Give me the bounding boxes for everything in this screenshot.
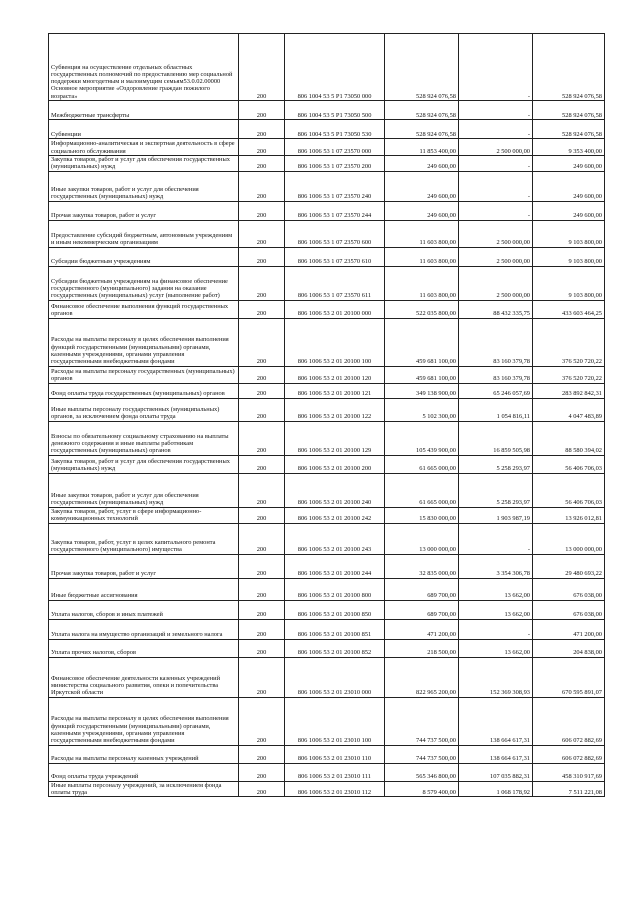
row-executed-cell: 13 662,00 [459, 578, 533, 600]
row-kbk-cell: 806 1006 53 2 01 20100 100 [285, 318, 385, 366]
table-row [49, 247, 605, 266]
row-approved-cell: 8 579 400,00 [385, 781, 459, 797]
row-name-cell: Уплата прочих налогов, сборов [49, 639, 239, 657]
row-name-cell: Расходы на выплаты персоналу в целях обеспечения выполнения функций государственными (муниципальными) органами, казенными учреждениями, органами управления государственными внебюджетными фондами [49, 697, 239, 745]
row-approved-cell: 5 102 300,00 [385, 398, 459, 421]
row-kbk-cell: 806 1006 53 2 01 23010 000 [285, 657, 385, 697]
table-row [49, 578, 605, 600]
row-kbk-cell: 806 1006 53 2 01 23010 111 [285, 763, 385, 781]
table-row [49, 220, 605, 247]
table-row [49, 554, 605, 578]
row-executed-cell: - [459, 619, 533, 639]
row-code-cell: 200 [239, 600, 285, 619]
row-name-cell: Информационно-аналитическая и экспертная деятельность в сфере социального обслуживания [49, 139, 239, 156]
row-name-cell: Уплата налогов, сборов и иных платежей [49, 600, 239, 619]
row-remaining-cell: 471 200,00 [533, 619, 605, 639]
row-kbk-cell: 806 1006 53 2 01 23010 112 [285, 781, 385, 797]
row-code-cell: 200 [239, 300, 285, 318]
row-name-cell: Закупка товаров, работ, услуг в сфере информационно-коммуникационных технологий [49, 507, 239, 523]
row-remaining-cell: 88 580 394,02 [533, 421, 605, 455]
row-code-cell: 200 [239, 247, 285, 266]
row-remaining-cell: 249 600,00 [533, 201, 605, 220]
row-kbk-cell: 806 1006 53 2 01 20100 851 [285, 619, 385, 639]
row-remaining-cell: 56 406 706,03 [533, 455, 605, 473]
table-row [49, 473, 605, 507]
row-code-cell: 200 [239, 139, 285, 156]
row-name-cell: Фонд оплаты труда учреждений [49, 763, 239, 781]
row-remaining-cell: 528 924 076,58 [533, 34, 605, 101]
row-kbk-cell: 806 1006 53 2 01 20100 240 [285, 473, 385, 507]
row-executed-cell: 5 258 293,97 [459, 455, 533, 473]
row-name-cell: Субсидии бюджетным учреждениям на финансовое обеспечение государственного (муниципального) задания на оказание государственных (муниципальных) услуг (выполнение работ) [49, 266, 239, 300]
row-name-cell: Иные выплаты персоналу учреждений, за исключением фонда оплаты труда [49, 781, 239, 797]
row-executed-cell: 1 068 178,92 [459, 781, 533, 797]
row-name-cell: Иные закупки товаров, работ и услуг для обеспечения государственных (муниципальных) нужд [49, 171, 239, 201]
row-executed-cell: - [459, 201, 533, 220]
row-remaining-cell: 204 838,00 [533, 639, 605, 657]
row-approved-cell: 13 000 000,00 [385, 523, 459, 554]
table-row [49, 697, 605, 745]
row-remaining-cell: 7 511 221,08 [533, 781, 605, 797]
row-remaining-cell: 249 600,00 [533, 171, 605, 201]
row-executed-cell: 152 369 308,93 [459, 657, 533, 697]
row-code-cell: 200 [239, 745, 285, 763]
row-name-cell: Иные бюджетные ассигнования [49, 578, 239, 600]
row-remaining-cell: 376 520 720,22 [533, 366, 605, 383]
row-code-cell: 200 [239, 781, 285, 797]
row-executed-cell: 16 859 505,98 [459, 421, 533, 455]
row-name-cell: Межбюджетные трансферты [49, 101, 239, 120]
row-name-cell: Субвенции [49, 120, 239, 139]
row-name-cell: Закупка товаров, работ и услуг для обеспечения государственных (муниципальных) нужд [49, 156, 239, 172]
row-executed-cell: 1 054 816,11 [459, 398, 533, 421]
row-remaining-cell: 376 520 720,22 [533, 318, 605, 366]
row-name-cell: Фонд оплаты труда государственных (муниципальных) органов [49, 383, 239, 398]
table-row [49, 745, 605, 763]
row-approved-cell: 471 200,00 [385, 619, 459, 639]
row-kbk-cell: 806 1004 53 5 P1 73050 000 [285, 34, 385, 101]
table-row [49, 201, 605, 220]
row-name-cell: Иные закупки товаров, работ и услуг для обеспечения государственных (муниципальных) нужд [49, 473, 239, 507]
row-remaining-cell: 606 072 882,69 [533, 745, 605, 763]
row-remaining-cell: 13 926 012,81 [533, 507, 605, 523]
row-approved-cell: 15 830 000,00 [385, 507, 459, 523]
table-row [49, 318, 605, 366]
row-remaining-cell: 433 603 464,25 [533, 300, 605, 318]
row-remaining-cell: 4 047 483,89 [533, 398, 605, 421]
table-row [49, 657, 605, 697]
row-approved-cell: 528 924 076,58 [385, 34, 459, 101]
row-executed-cell: - [459, 34, 533, 101]
table-row [49, 300, 605, 318]
table-row [49, 763, 605, 781]
row-code-cell: 200 [239, 657, 285, 697]
row-remaining-cell: 528 924 076,58 [533, 101, 605, 120]
row-executed-cell: 2 500 000,00 [459, 266, 533, 300]
row-name-cell: Финансовое обеспечение выполнения функций государственных органов [49, 300, 239, 318]
table-row [49, 171, 605, 201]
row-executed-cell: 138 664 617,31 [459, 697, 533, 745]
table-row [49, 421, 605, 455]
row-executed-cell: 13 662,00 [459, 639, 533, 657]
row-code-cell: 200 [239, 366, 285, 383]
row-name-cell: Прочая закупка товаров, работ и услуг [49, 201, 239, 220]
row-name-cell: Расходы на выплаты персоналу в целях обеспечения выполнения функций государственными (муниципальными) органами, казенными учреждениями, органами управления государственными внебюджетными фондами [49, 318, 239, 366]
row-approved-cell: 528 924 076,58 [385, 101, 459, 120]
row-code-cell: 200 [239, 523, 285, 554]
row-code-cell: 200 [239, 171, 285, 201]
row-remaining-cell: 9 103 800,00 [533, 220, 605, 247]
row-name-cell: Расходы на выплаты персоналу государственных (муниципальных) органов [49, 366, 239, 383]
row-approved-cell: 528 924 076,58 [385, 120, 459, 139]
row-approved-cell: 744 737 500,00 [385, 745, 459, 763]
table-row [49, 507, 605, 523]
row-approved-cell: 689 700,00 [385, 578, 459, 600]
row-code-cell: 200 [239, 120, 285, 139]
row-kbk-cell: 806 1006 53 1 07 23570 200 [285, 156, 385, 172]
row-approved-cell: 105 439 900,00 [385, 421, 459, 455]
row-name-cell: Уплата налога на имущество организаций и земельного налога [49, 619, 239, 639]
row-remaining-cell: 9 103 800,00 [533, 266, 605, 300]
row-kbk-cell: 806 1006 53 2 01 20100 850 [285, 600, 385, 619]
row-code-cell: 200 [239, 266, 285, 300]
row-kbk-cell: 806 1006 53 2 01 20100 000 [285, 300, 385, 318]
row-remaining-cell: 29 480 693,22 [533, 554, 605, 578]
row-kbk-cell: 806 1006 53 1 07 23570 610 [285, 247, 385, 266]
row-name-cell: Субсидии бюджетным учреждениям [49, 247, 239, 266]
row-code-cell: 200 [239, 383, 285, 398]
row-executed-cell: - [459, 523, 533, 554]
row-name-cell: Закупка товаров, работ, услуг в целях капитального ремонта государственного (муниципального) имущества [49, 523, 239, 554]
row-executed-cell: 2 500 000,00 [459, 139, 533, 156]
row-executed-cell: 83 160 379,78 [459, 366, 533, 383]
row-remaining-cell: 9 103 800,00 [533, 247, 605, 266]
row-approved-cell: 11 603 800,00 [385, 220, 459, 247]
row-approved-cell: 11 603 800,00 [385, 247, 459, 266]
row-remaining-cell: 606 072 882,69 [533, 697, 605, 745]
row-kbk-cell: 806 1006 53 2 01 20100 129 [285, 421, 385, 455]
table-row [49, 101, 605, 120]
row-code-cell: 200 [239, 101, 285, 120]
row-name-cell: Прочая закупка товаров, работ и услуг [49, 554, 239, 578]
row-executed-cell: - [459, 156, 533, 172]
row-name-cell: Предоставление субсидий бюджетным, автономным учреждениям и иным некоммерческим организациям [49, 220, 239, 247]
row-code-cell: 200 [239, 619, 285, 639]
row-kbk-cell: 806 1006 53 1 07 23570 600 [285, 220, 385, 247]
row-code-cell: 200 [239, 554, 285, 578]
table-row [49, 600, 605, 619]
row-executed-cell: - [459, 101, 533, 120]
row-kbk-cell: 806 1006 53 2 01 20100 800 [285, 578, 385, 600]
row-remaining-cell: 56 406 706,03 [533, 473, 605, 507]
table-row [49, 139, 605, 156]
table-row [49, 781, 605, 797]
row-remaining-cell: 676 038,00 [533, 578, 605, 600]
row-code-cell: 200 [239, 318, 285, 366]
row-remaining-cell: 458 310 917,69 [533, 763, 605, 781]
row-kbk-cell: 806 1006 53 1 07 23570 244 [285, 201, 385, 220]
row-remaining-cell: 249 600,00 [533, 156, 605, 172]
row-executed-cell: 3 354 306,78 [459, 554, 533, 578]
row-code-cell: 200 [239, 763, 285, 781]
row-code-cell: 200 [239, 473, 285, 507]
row-kbk-cell: 806 1006 53 2 01 20100 120 [285, 366, 385, 383]
row-name-cell: Иные выплаты персоналу государственных (муниципальных) органов, за исключением фонда оплаты труда [49, 398, 239, 421]
table-row [49, 34, 605, 101]
row-code-cell: 200 [239, 578, 285, 600]
row-code-cell: 200 [239, 156, 285, 172]
row-code-cell: 200 [239, 220, 285, 247]
table-row [49, 619, 605, 639]
row-approved-cell: 744 737 500,00 [385, 697, 459, 745]
row-approved-cell: 689 700,00 [385, 600, 459, 619]
table-row [49, 366, 605, 383]
row-kbk-cell: 806 1006 53 2 01 20100 242 [285, 507, 385, 523]
row-kbk-cell: 806 1006 53 2 01 23010 110 [285, 745, 385, 763]
row-approved-cell: 822 965 200,00 [385, 657, 459, 697]
row-approved-cell: 249 600,00 [385, 156, 459, 172]
row-kbk-cell: 806 1006 53 1 07 23570 000 [285, 139, 385, 156]
row-kbk-cell: 806 1006 53 2 01 23010 100 [285, 697, 385, 745]
row-approved-cell: 61 665 000,00 [385, 473, 459, 507]
table-row [49, 156, 605, 172]
row-code-cell: 200 [239, 34, 285, 101]
row-executed-cell: 83 160 379,78 [459, 318, 533, 366]
row-approved-cell: 249 600,00 [385, 201, 459, 220]
row-kbk-cell: 806 1006 53 1 07 23570 240 [285, 171, 385, 201]
row-executed-cell: 2 500 000,00 [459, 220, 533, 247]
row-executed-cell: 138 664 617,31 [459, 745, 533, 763]
row-code-cell: 200 [239, 421, 285, 455]
row-executed-cell: 107 035 882,31 [459, 763, 533, 781]
row-approved-cell: 11 853 400,00 [385, 139, 459, 156]
row-name-cell: Расходы на выплаты персоналу казенных учреждений [49, 745, 239, 763]
row-approved-cell: 565 346 800,00 [385, 763, 459, 781]
row-code-cell: 200 [239, 697, 285, 745]
row-approved-cell: 11 603 800,00 [385, 266, 459, 300]
table-row [49, 455, 605, 473]
budget-execution-table [48, 33, 605, 797]
table-row [49, 639, 605, 657]
row-code-cell: 200 [239, 398, 285, 421]
row-remaining-cell: 9 353 400,00 [533, 139, 605, 156]
row-executed-cell: 13 662,00 [459, 600, 533, 619]
table-row [49, 383, 605, 398]
row-code-cell: 200 [239, 507, 285, 523]
row-executed-cell: 88 432 335,75 [459, 300, 533, 318]
row-remaining-cell: 283 892 842,31 [533, 383, 605, 398]
row-code-cell: 200 [239, 455, 285, 473]
row-approved-cell: 349 138 900,00 [385, 383, 459, 398]
row-executed-cell: 2 500 000,00 [459, 247, 533, 266]
row-kbk-cell: 806 1004 53 5 P1 73050 500 [285, 101, 385, 120]
row-kbk-cell: 806 1006 53 2 01 20100 244 [285, 554, 385, 578]
row-kbk-cell: 806 1006 53 2 01 20100 200 [285, 455, 385, 473]
row-kbk-cell: 806 1006 53 2 01 20100 243 [285, 523, 385, 554]
row-code-cell: 200 [239, 639, 285, 657]
row-executed-cell: - [459, 171, 533, 201]
row-approved-cell: 61 665 000,00 [385, 455, 459, 473]
row-approved-cell: 32 835 000,00 [385, 554, 459, 578]
row-remaining-cell: 528 924 076,58 [533, 120, 605, 139]
row-name-cell: Субвенция на осуществление отдельных областных государственных полномочий по предоставлению мер социальной поддержки многодетным и малоимущим семьям53.0.02.00000 Основное мероприятие «Оздоровление граждан пожилого возраста» [49, 34, 239, 101]
table-row [49, 398, 605, 421]
row-approved-cell: 522 035 800,00 [385, 300, 459, 318]
table-row [49, 120, 605, 139]
row-name-cell: Взносы по обязательному социальному страхованию на выплаты денежного содержания и иные выплаты работникам государственных (муниципальных) органов [49, 421, 239, 455]
row-kbk-cell: 806 1006 53 2 01 20100 852 [285, 639, 385, 657]
row-executed-cell: 65 246 057,69 [459, 383, 533, 398]
row-kbk-cell: 806 1006 53 2 01 20100 121 [285, 383, 385, 398]
row-approved-cell: 459 681 100,00 [385, 366, 459, 383]
row-approved-cell: 249 600,00 [385, 171, 459, 201]
row-code-cell: 200 [239, 201, 285, 220]
row-executed-cell: 1 903 987,19 [459, 507, 533, 523]
row-name-cell: Закупка товаров, работ и услуг для обеспечения государственных (муниципальных) нужд [49, 455, 239, 473]
row-kbk-cell: 806 1006 53 1 07 23570 611 [285, 266, 385, 300]
row-kbk-cell: 806 1006 53 2 01 20100 122 [285, 398, 385, 421]
table-row [49, 523, 605, 554]
row-name-cell: Финансовое обеспечение деятельности казенных учреждений министерства социального развития, опеки и попечительства Иркутской области [49, 657, 239, 697]
row-remaining-cell: 670 595 891,07 [533, 657, 605, 697]
row-remaining-cell: 676 038,00 [533, 600, 605, 619]
table-body [49, 34, 605, 797]
row-approved-cell: 459 681 100,00 [385, 318, 459, 366]
row-remaining-cell: 13 000 000,00 [533, 523, 605, 554]
table-row [49, 266, 605, 300]
row-approved-cell: 218 500,00 [385, 639, 459, 657]
row-kbk-cell: 806 1004 53 5 P1 73050 530 [285, 120, 385, 139]
row-executed-cell: - [459, 120, 533, 139]
row-executed-cell: 5 258 293,97 [459, 473, 533, 507]
